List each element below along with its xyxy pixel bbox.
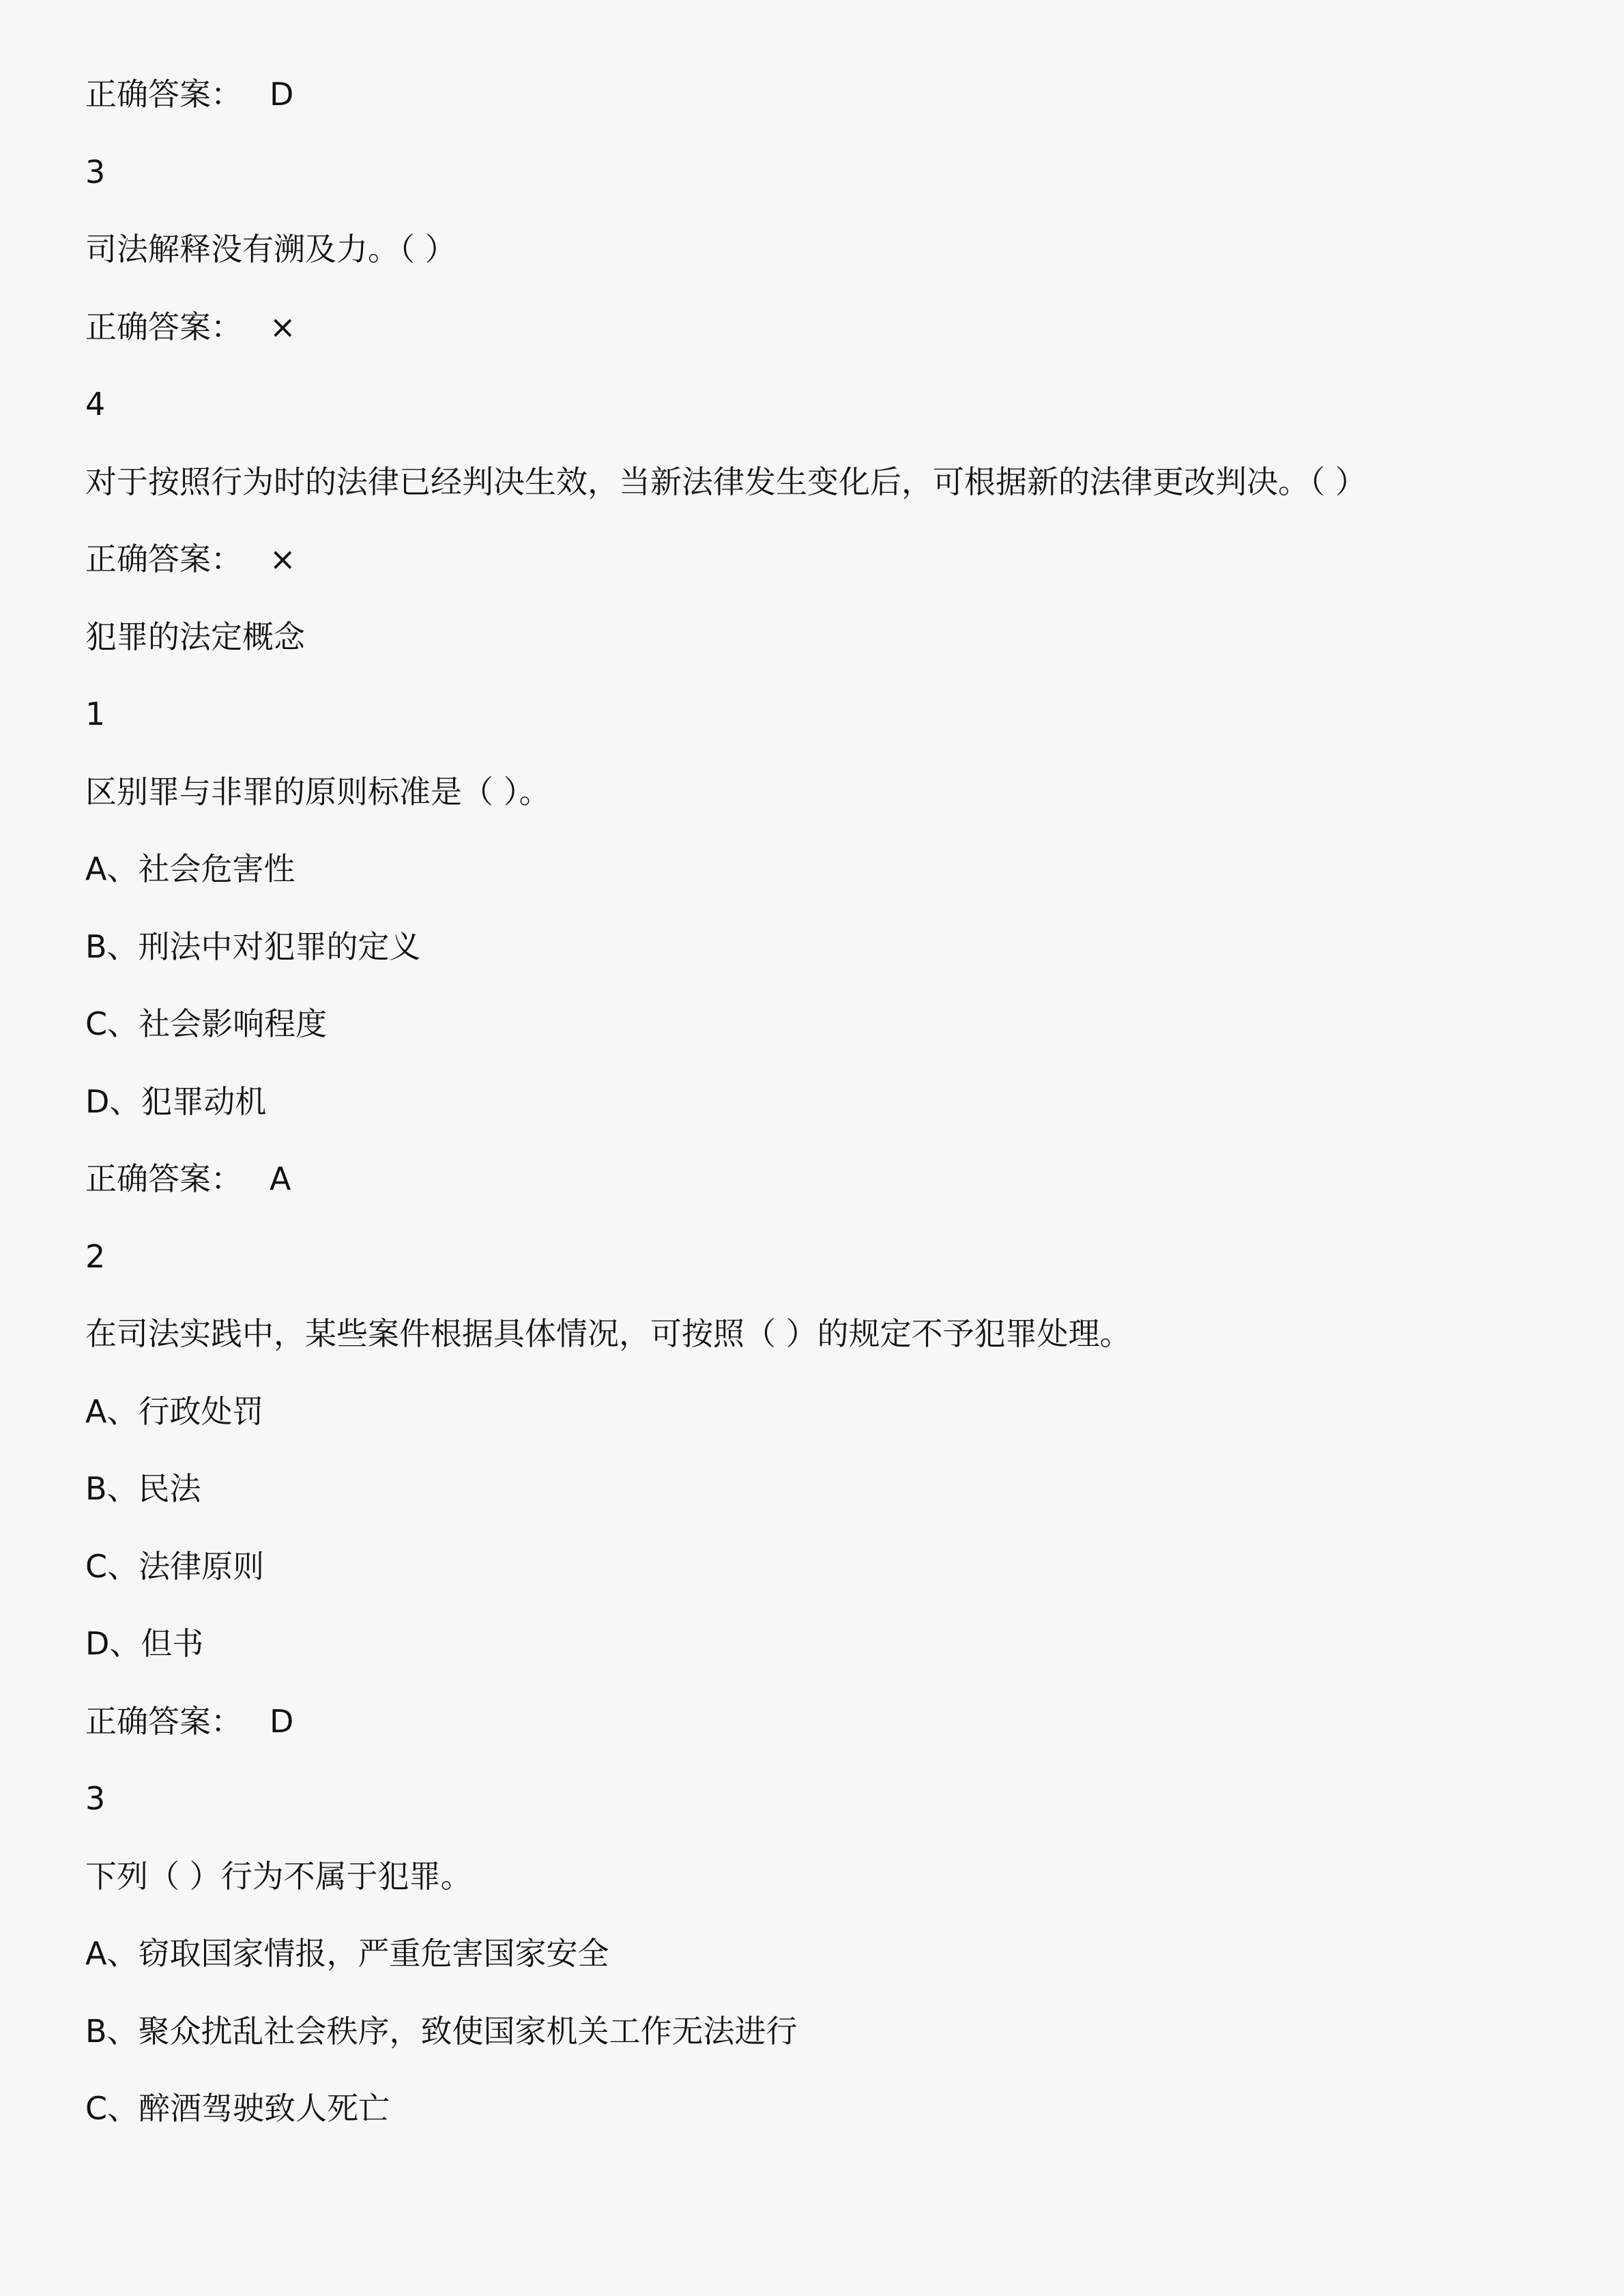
- answer-option: C、醉酒驾驶致人死亡: [85, 2090, 390, 2127]
- answer-label: 正确答案：: [85, 1702, 242, 1740]
- answer-line: [85, 301, 1552, 379]
- answer-value: A: [270, 1160, 291, 1197]
- answer-line: [85, 533, 1552, 611]
- answer-option: B、聚众扰乱社会秩序，致使国家机关工作无法进行: [85, 2012, 798, 2050]
- answer-value: ×: [270, 541, 296, 577]
- answer-option: B、刑法中对犯罪的定义: [85, 928, 421, 965]
- answer-label: 正确答案：: [85, 308, 242, 345]
- answer-option: A、社会危害性: [85, 850, 295, 887]
- answer-option: D、但书: [85, 1625, 204, 1662]
- question-text: 在司法实践中，某些案件根据具体情况，可按照（ ）的规定不予犯罪处理。: [85, 1315, 1131, 1352]
- question-text: 对于按照行为时的法律已经判决生效，当新法律发生变化后，可根据新的法律更改判决。（ ）: [85, 463, 1367, 500]
- answer-label: 正确答案：: [85, 76, 242, 113]
- answer-line: [85, 1153, 1552, 1231]
- question-number: 2: [85, 1237, 106, 1275]
- answer-value: D: [270, 76, 294, 113]
- answer-option: C、社会影响程度: [85, 1005, 328, 1042]
- answer-option: D、犯罪动机: [85, 1082, 267, 1120]
- answer-option: A、窃取国家情报，严重危害国家安全: [85, 1935, 609, 1972]
- answer-value: D: [270, 1702, 294, 1740]
- answer-label: 正确答案：: [85, 541, 242, 577]
- question-number: 3: [85, 153, 106, 190]
- answer-option: C、法律原则: [85, 1547, 265, 1585]
- answer-line: [85, 68, 1552, 146]
- answer-label: 正确答案：: [85, 1160, 242, 1197]
- question-number: 3: [85, 1780, 106, 1817]
- question-text: 区别罪与非罪的原则标准是（ ）。: [85, 773, 551, 810]
- answer-option: B、民法: [85, 1470, 201, 1507]
- question-number: 4: [85, 386, 106, 422]
- answer-option: A、行政处罚: [85, 1392, 264, 1430]
- section-heading: 犯罪的法定概念: [85, 618, 305, 655]
- question-text: 下列（ ）行为不属于犯罪。: [85, 1857, 472, 1895]
- answer-line: [85, 1695, 1552, 1773]
- answer-value: ×: [270, 308, 296, 345]
- question-number: 1: [85, 695, 106, 732]
- question-text: 司法解释没有溯及力。（ ）: [85, 231, 456, 268]
- document-page: [85, 68, 1552, 2160]
